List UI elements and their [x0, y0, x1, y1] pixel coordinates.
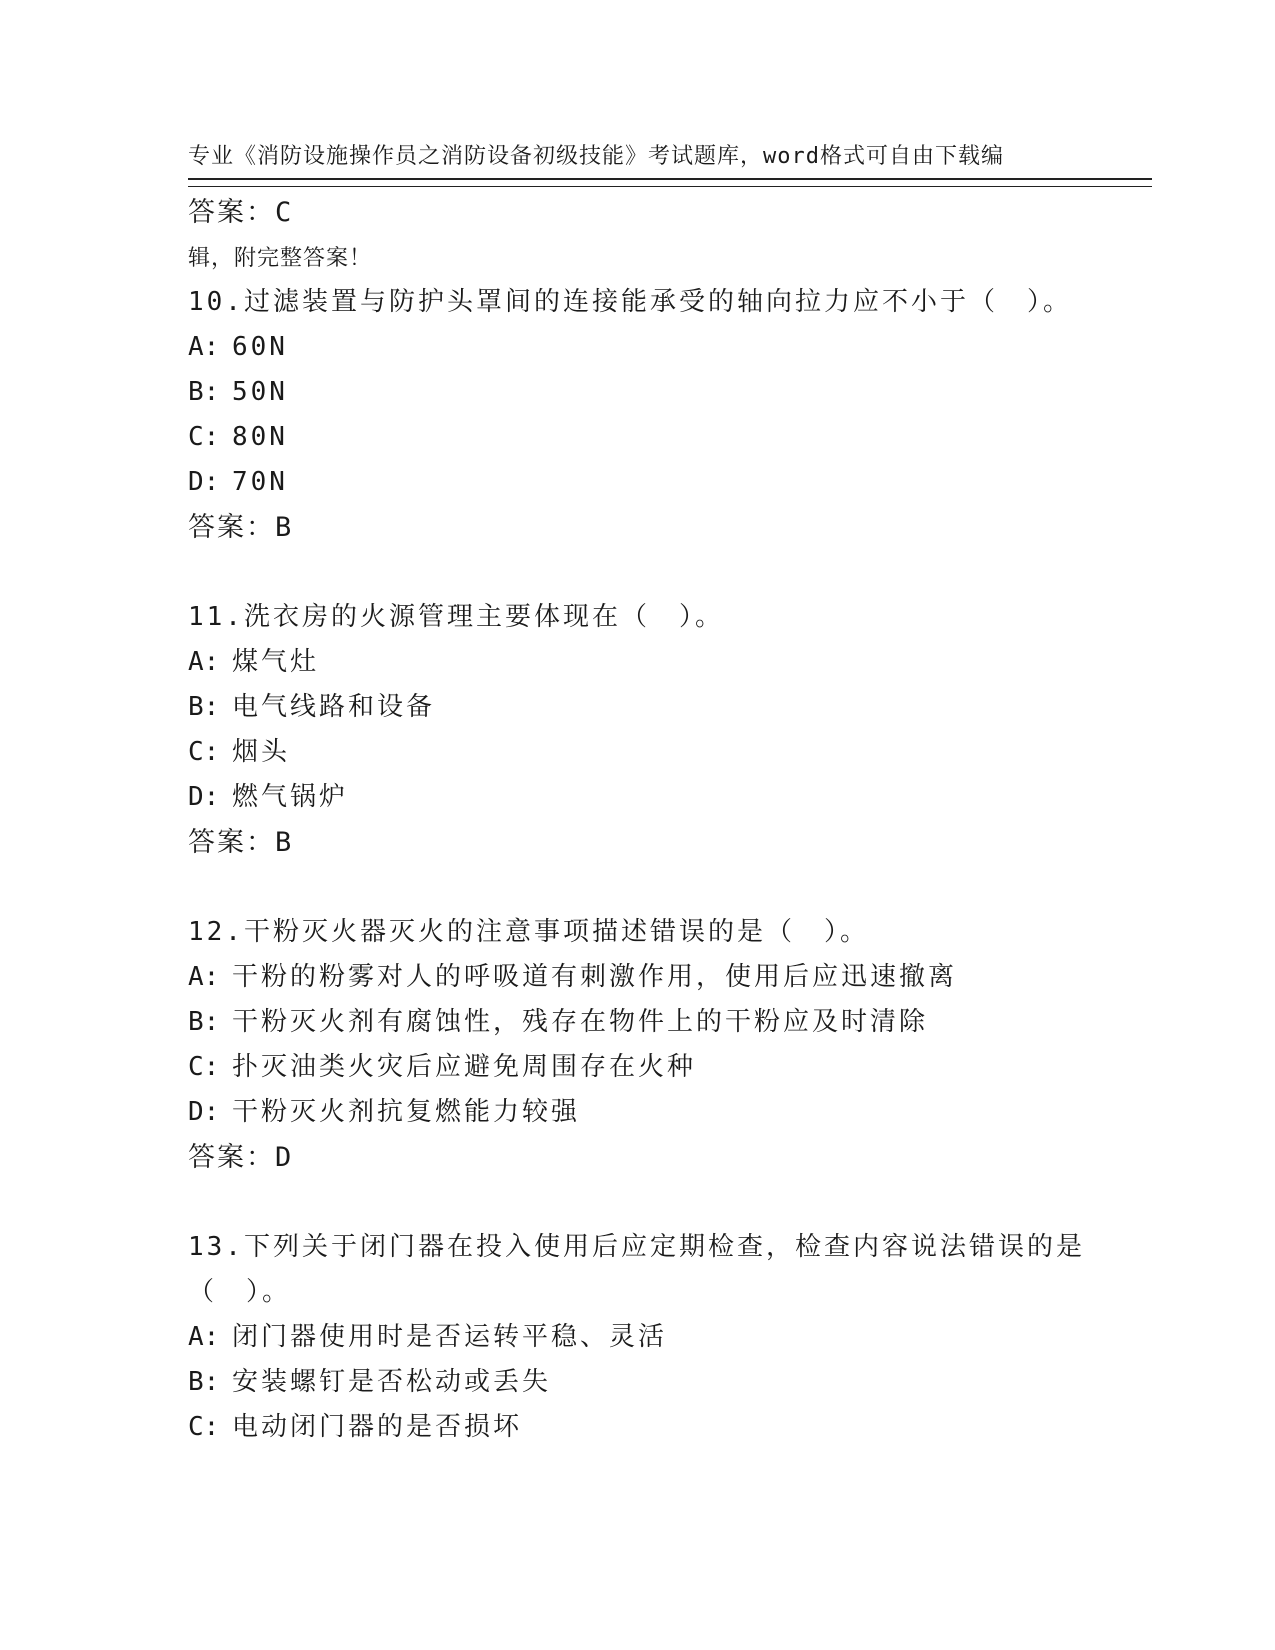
option-letter: A: [188, 962, 220, 992]
option-text: 扑灭油类火灾后应避免周围存在火种 [232, 1052, 697, 1082]
question-stem-line-2: （ ）。 [188, 1277, 292, 1307]
question-stem-line-1: 13.下列关于闭门器在投入使用后应定期检查，检查内容说法错误的是 [188, 1232, 1085, 1262]
option-text: 干粉灭火剂抗复燃能力较强 [232, 1097, 581, 1127]
option-letter: C: [188, 737, 220, 767]
option-letter: D: [188, 1097, 220, 1127]
option-d [188, 1090, 1148, 1135]
option-text: 干粉灭火剂有腐蚀性，残存在物件上的干粉应及时清除 [232, 1007, 929, 1037]
question-stem: 10.过滤装置与防护头罩间的连接能承受的轴向拉力应不小于（ ）。 [188, 287, 1072, 317]
option-text: 电气线路和设备 [232, 692, 436, 722]
answer-label: 答案： [188, 827, 275, 858]
option-b [188, 685, 1148, 730]
header-line-2: 辑，附完整答案！ [188, 246, 373, 271]
option-letter: B: [188, 1367, 220, 1397]
option-text: 煤气灶 [232, 647, 320, 677]
header-line-1: 专业《消防设施操作员之消防设备初级技能》考试题库，word格式可自由下载编 [188, 144, 1004, 169]
question-12 [188, 910, 1148, 1181]
answer-label: 答案： [188, 197, 275, 228]
answer-value: D [275, 1142, 292, 1173]
option-text: 烟头 [232, 737, 291, 767]
option-letter: A: [188, 332, 220, 362]
option-c [188, 1405, 1148, 1450]
option-a [188, 955, 1148, 1000]
question-13 [188, 1225, 1148, 1450]
option-b [188, 1000, 1148, 1045]
option-text: 70N [232, 467, 288, 497]
option-c [188, 1045, 1148, 1090]
option-letter: D: [188, 467, 220, 497]
option-letter: B: [188, 692, 220, 722]
option-b [188, 1360, 1148, 1405]
option-text: 50N [232, 377, 288, 407]
option-letter: C: [188, 1412, 220, 1442]
option-letter: D: [188, 782, 220, 812]
option-text: 80N [232, 422, 288, 452]
answer [188, 820, 1148, 866]
option-letter: B: [188, 1007, 220, 1037]
option-text: 60N [232, 332, 288, 362]
option-text: 闭门器使用时是否运转平稳、灵活 [232, 1322, 668, 1352]
option-c [188, 730, 1148, 775]
option-letter: C: [188, 1052, 220, 1082]
option-b [188, 370, 1148, 415]
option-letter: A: [188, 1322, 220, 1352]
question-10 [188, 280, 1148, 551]
option-letter: C: [188, 422, 220, 452]
answer-value: B [275, 827, 292, 858]
question-stem: 12.干粉灭火器灭火的注意事项描述错误的是（ ）。 [188, 917, 869, 947]
answer-value: C [275, 197, 292, 228]
answer [188, 1135, 1148, 1181]
option-letter: A: [188, 647, 220, 677]
option-a [188, 325, 1148, 370]
answer-label: 答案： [188, 1142, 275, 1173]
answer [188, 505, 1148, 551]
option-text: 干粉的粉雾对人的呼吸道有刺激作用，使用后应迅速撤离 [232, 962, 958, 992]
answer-value: B [275, 512, 292, 543]
header-divider [188, 178, 1152, 187]
option-a [188, 640, 1148, 685]
answer-prev [188, 190, 1148, 236]
question-stem: 11.洗衣房的火源管理主要体现在（ ）。 [188, 602, 724, 632]
answer-label: 答案： [188, 512, 275, 543]
option-letter: B: [188, 377, 220, 407]
option-d [188, 460, 1148, 505]
option-a [188, 1315, 1148, 1360]
option-c [188, 415, 1148, 460]
option-text: 安装螺钉是否松动或丢失 [232, 1367, 552, 1397]
document-body [188, 190, 1148, 1450]
question-11 [188, 595, 1148, 866]
option-text: 电动闭门器的是否损坏 [232, 1412, 523, 1442]
option-text: 燃气锅炉 [232, 782, 349, 812]
option-d [188, 775, 1148, 820]
